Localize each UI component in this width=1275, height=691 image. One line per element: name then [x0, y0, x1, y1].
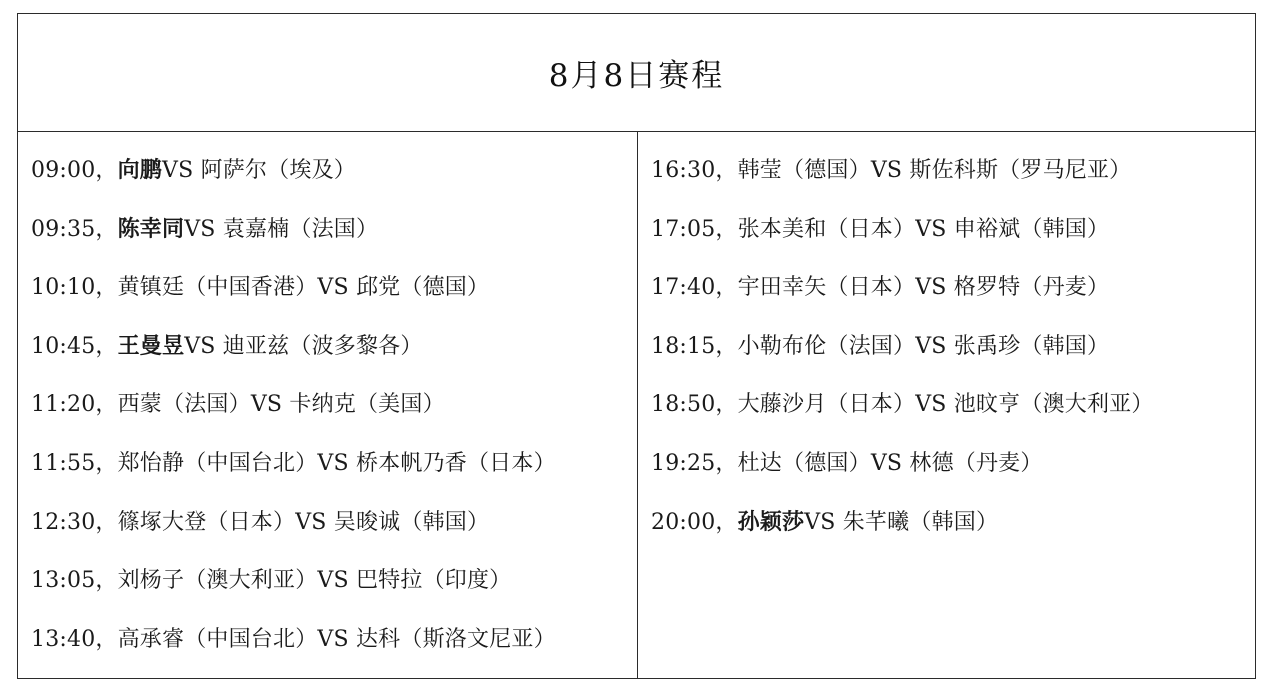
- schedule-table: [17, 13, 1256, 679]
- player1: 韩莹（德国）: [737, 158, 871, 183]
- player2: 池旼亨（澳大利亚）: [953, 392, 1154, 418]
- player1: 大藤沙月（日本）: [737, 392, 916, 418]
- match-time: 17:05，: [651, 216, 738, 242]
- vs-label: VS: [915, 275, 947, 301]
- match-row: [31, 445, 637, 504]
- match-row: [651, 328, 1255, 387]
- player2: 林德（丹麦）: [909, 450, 1043, 476]
- match-row: [31, 269, 637, 328]
- match-row: [31, 386, 637, 445]
- match-row: [651, 152, 1255, 211]
- player2: 朱芊曦（韩国）: [842, 509, 999, 535]
- player1-highlight: 向鹏: [117, 157, 163, 183]
- player2: 格罗特（丹麦）: [953, 275, 1110, 301]
- match-row: [31, 621, 637, 680]
- match-row: [31, 211, 637, 270]
- vs-label: VS: [317, 568, 349, 594]
- player2: 张禹珍（韩国）: [953, 333, 1110, 359]
- player1: 杜达（德国）: [737, 450, 871, 476]
- player2: 袁嘉楠（法国）: [222, 216, 379, 242]
- vs-label: VS: [870, 450, 903, 476]
- title-row: [18, 14, 1255, 132]
- match-row: [31, 562, 637, 621]
- page-title: 8月8日赛程: [548, 58, 725, 94]
- player1: 高承睿（中国台北）: [117, 626, 318, 652]
- vs-label: VS: [317, 450, 349, 476]
- player2: 达科（斯洛文尼亚）: [355, 626, 556, 652]
- match-time: 17:40，: [651, 275, 738, 301]
- match-time: 18:50，: [651, 392, 738, 418]
- vs-label: VS: [317, 626, 349, 652]
- vs-label: VS: [162, 158, 194, 183]
- player1-highlight: 陈幸同: [117, 215, 185, 242]
- player1: 篠塚大登（日本）: [117, 509, 296, 535]
- vs-label: VS: [915, 333, 947, 359]
- player1: 刘杨子（澳大利亚）: [117, 568, 318, 594]
- left-column: [18, 132, 638, 678]
- match-time: 09:00，: [31, 158, 118, 183]
- match-row: [31, 504, 637, 563]
- match-time: 16:30，: [651, 158, 738, 183]
- player1: 黄镇廷（中国香港）: [117, 275, 318, 301]
- player2: 邱党（德国）: [355, 275, 490, 301]
- player2: 斯佐科斯（罗马尼亚）: [909, 158, 1132, 183]
- vs-label: VS: [184, 216, 216, 242]
- player2: 卡纳克（美国）: [289, 392, 445, 418]
- schedule-columns: [18, 132, 1255, 678]
- match-row: [651, 445, 1255, 504]
- vs-label: VS: [915, 392, 947, 418]
- player1-highlight: 孙颖莎: [737, 508, 805, 535]
- match-time: 13:40，: [31, 626, 118, 652]
- vs-label: VS: [804, 509, 836, 535]
- player1: 西蒙（法国）: [117, 392, 251, 418]
- vs-label: VS: [317, 275, 349, 301]
- player2: 阿萨尔（埃及）: [200, 158, 356, 183]
- match-row: [31, 328, 637, 387]
- match-time: 13:05，: [31, 568, 118, 594]
- player2: 迪亚兹（波多黎各）: [222, 333, 423, 359]
- player2: 吴晙诚（韩国）: [333, 509, 490, 535]
- player1-highlight: 王曼昱: [117, 332, 185, 359]
- vs-label: VS: [295, 509, 327, 535]
- player2: 巴特拉（印度）: [355, 568, 512, 594]
- match-row: [651, 269, 1255, 328]
- match-row: [31, 152, 637, 211]
- vs-label: VS: [250, 392, 283, 418]
- match-time: 11:20，: [31, 392, 118, 418]
- vs-label: VS: [915, 216, 947, 242]
- player2: 申裕斌（韩国）: [953, 216, 1110, 242]
- player1: 郑怡静（中国台北）: [117, 450, 318, 476]
- player1: 张本美和（日本）: [737, 216, 916, 242]
- match-time: 18:15，: [651, 333, 738, 359]
- match-time: 10:10，: [31, 275, 118, 301]
- vs-label: VS: [184, 333, 216, 359]
- match-time: 12:30，: [31, 509, 118, 535]
- vs-label: VS: [870, 158, 903, 183]
- match-time: 20:00，: [651, 509, 738, 535]
- match-row: [651, 211, 1255, 270]
- player1: 小勒布伦（法国）: [737, 333, 916, 359]
- match-row: [651, 504, 1255, 563]
- right-column: [638, 132, 1255, 678]
- match-time: 11:55，: [31, 450, 118, 476]
- player1: 宇田幸矢（日本）: [737, 275, 916, 301]
- player2: 桥本帆乃香（日本）: [355, 450, 556, 476]
- match-time: 09:35，: [31, 216, 118, 242]
- match-row: [651, 386, 1255, 445]
- match-time: 19:25，: [651, 450, 738, 476]
- match-time: 10:45，: [31, 333, 118, 359]
